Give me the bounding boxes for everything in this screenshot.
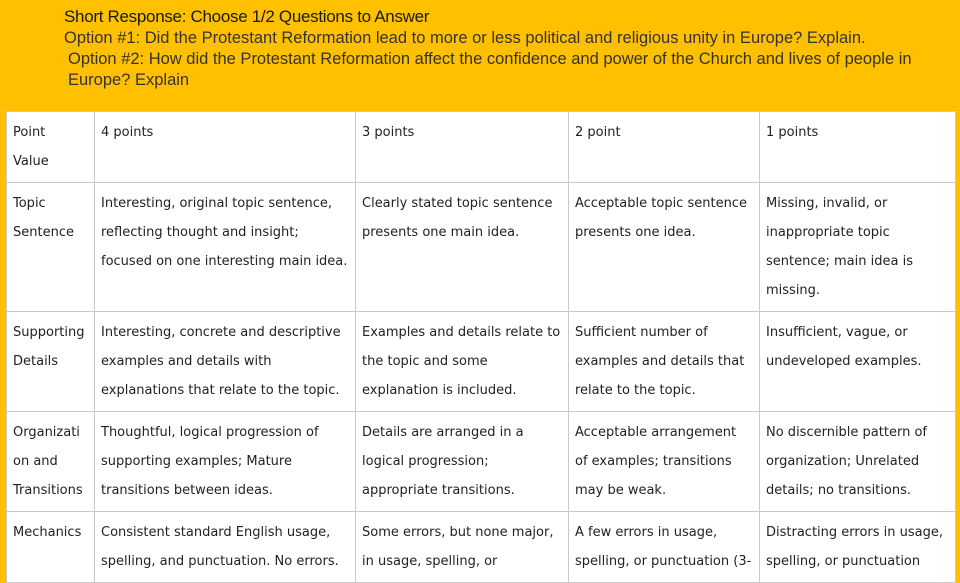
rubric-cell: Acceptable topic sentence presents one idea. <box>569 183 760 312</box>
rubric-cell: Details are arranged in a logical progression; appropriate transitions. <box>356 412 569 512</box>
rubric-row-mechanics <box>7 512 956 583</box>
header-2-point: 2 point <box>569 112 760 183</box>
rubric-row-organization <box>7 412 956 512</box>
header-point-value: Point Value <box>7 112 95 183</box>
rubric-cell: Insufficient, vague, or undeveloped examples. <box>760 312 956 412</box>
option-1-text: Option #1: Did the Protestant Reformation lead to more or less political and religious unity in Europe? Explain. <box>64 29 866 47</box>
rubric-cell: Consistent standard English usage, spelling, and punctuation. No errors. <box>95 512 356 583</box>
option-2-text: Option #2: How did the Protestant Reformation affect the confidence and power of the Church and lives of people in Europe? Explain <box>68 50 912 89</box>
rubric-row-topic-sentence <box>7 183 956 312</box>
header-4-points: 4 points <box>95 112 356 183</box>
row-category: Topic Sentence <box>7 183 95 312</box>
header-1-points: 1 points <box>760 112 956 183</box>
rubric-cell: Missing, invalid, or inappropriate topic sentence; main idea is missing. <box>760 183 956 312</box>
page-title: Short Response: Choose 1/2 Questions to Answer <box>64 7 430 26</box>
rubric-cell: No discernible pattern of organization; Unrelated details; no transitions. <box>760 412 956 512</box>
row-category: Supporting Details <box>7 312 95 412</box>
rubric-cell: Interesting, original topic sentence, reflecting thought and insight; focused on one interesting main idea. <box>95 183 356 312</box>
rubric-header-row <box>7 112 956 183</box>
rubric-table <box>6 111 956 583</box>
rubric-cell: Clearly stated topic sentence presents one main idea. <box>356 183 569 312</box>
rubric-cell: Interesting, concrete and descriptive examples and details with explanations that relate to the topic. <box>95 312 356 412</box>
rubric-cell: Distracting errors in usage, spelling, or punctuation <box>760 512 956 583</box>
row-category: Mechanics <box>7 512 95 583</box>
rubric-cell: Sufficient number of examples and details that relate to the topic. <box>569 312 760 412</box>
row-category: Organizati on and Transitions <box>7 412 95 512</box>
rubric-row-supporting-details <box>7 312 956 412</box>
rubric-cell: A few errors in usage, spelling, or punctuation (3- <box>569 512 760 583</box>
rubric-cell: Examples and details relate to the topic and some explanation is included. <box>356 312 569 412</box>
rubric-cell: Thoughtful, logical progression of supporting examples; Mature transitions between ideas. <box>95 412 356 512</box>
header-3-points: 3 points <box>356 112 569 183</box>
rubric-cell: Acceptable arrangement of examples; transitions may be weak. <box>569 412 760 512</box>
rubric-cell: Some errors, but none major, in usage, spelling, or <box>356 512 569 583</box>
prompt-header <box>64 6 944 91</box>
